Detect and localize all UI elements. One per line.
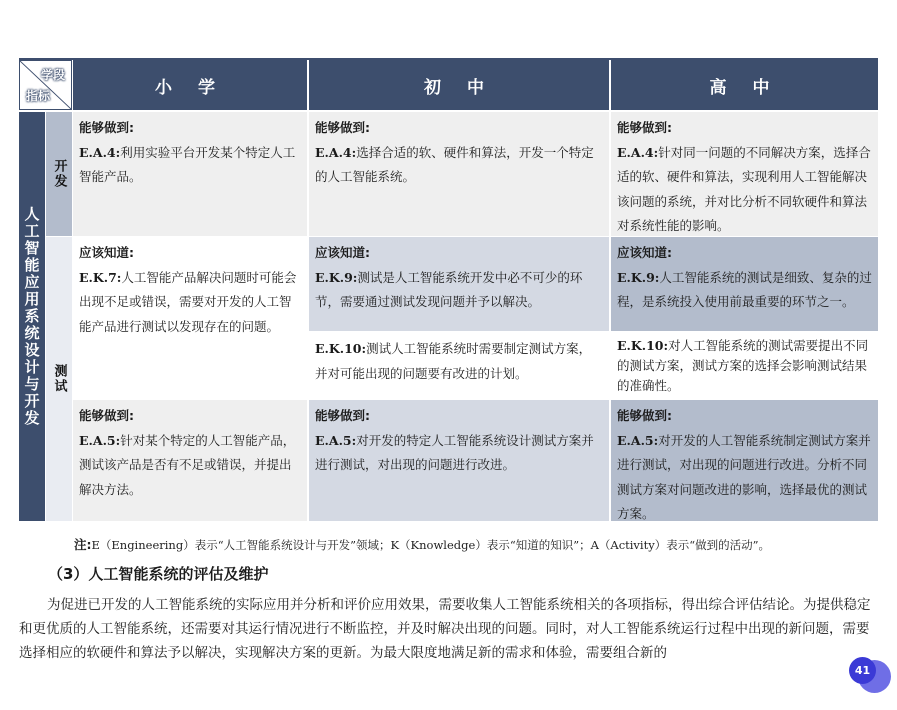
- cell-text: 选择合适的软、硬件和算法，开发一个特定的人工智能系统。: [315, 144, 594, 184]
- cell-title: 应该知道:: [617, 245, 672, 260]
- cell-text: 测试是人工智能系统开发中必不可少的环节，需要通过测试发现问题并予以解决。: [315, 269, 583, 309]
- corner-label-indicator: 指标: [26, 89, 51, 103]
- cell-title: 应该知道:: [315, 245, 370, 260]
- cell-code: E.A.5:: [315, 432, 357, 448]
- cell-code: E.K.10:: [617, 338, 669, 353]
- cell-dev-high: [611, 112, 878, 236]
- cell-do-middle: [309, 400, 609, 521]
- table-corner-cell: [19, 60, 72, 110]
- cell-text: 人工智能产品解决问题时可能会出现不足或错误，需要对开发的人工智能产品进行测试以发现存在的问题。: [79, 269, 297, 334]
- cell-code: E.K.10:: [315, 341, 367, 356]
- cell-title: 能够做到:: [79, 408, 134, 423]
- category-label: 人工智能应用系统设计与开发: [22, 206, 41, 427]
- cell-code: E.A.5:: [79, 432, 121, 448]
- header-high: 高 中: [611, 60, 878, 110]
- cell-know2-middle: [309, 333, 609, 398]
- subcategory-test-label: 测试: [51, 364, 67, 394]
- cell-title: 能够做到:: [79, 120, 134, 135]
- cell-code: E.K.9:: [315, 269, 358, 285]
- note-text: E（Engineering）表示“人工智能系统设计与开发”领域；K（Knowledge）表示“知道的知识”；A（Activity）表示“做到的活动”。: [91, 538, 770, 552]
- cell-dev-middle: [309, 112, 609, 236]
- subcategory-test-cell: [46, 237, 72, 521]
- cell-title: 能够做到:: [617, 120, 672, 135]
- cell-code: E.A.5:: [617, 432, 659, 448]
- cell-title: 应该知道:: [79, 245, 134, 260]
- subcategory-dev-cell: [46, 112, 72, 236]
- cell-dev-primary: [73, 112, 307, 236]
- page-number: 41: [849, 657, 876, 684]
- corner-label-stage: 学段: [40, 68, 65, 82]
- cell-title: 能够做到:: [315, 408, 370, 423]
- cell-know-high: [611, 237, 878, 331]
- cell-text: 测试人工智能系统时需要制定测试方案，并对可能出现的问题要有改进的计划。: [315, 341, 592, 381]
- subcategory-dev-label: 开发: [51, 159, 67, 189]
- cell-text: 利用实验平台开发某个特定人工智能产品。: [79, 144, 296, 184]
- note-label: 注:: [74, 537, 92, 552]
- cell-code: E.K.7:: [79, 269, 122, 285]
- cell-code: E.A.4:: [617, 144, 659, 160]
- cell-text: 对开发的人工智能系统制定测试方案并进行测试，对出现的问题进行改进。分析不同测试方案对问题改进的影响，选择最优的测试方案。: [617, 432, 871, 521]
- cell-do-primary: [73, 400, 307, 521]
- header-middle: 初 中: [309, 60, 609, 110]
- cell-text: 人工智能系统的测试是细致、复杂的过程，是系统投入使用前最重要的环节之一。: [617, 269, 872, 309]
- category-cell: [19, 112, 45, 521]
- header-primary: 小 学: [73, 60, 307, 110]
- cell-know2-high: [611, 333, 878, 398]
- cell-code: E.K.9:: [617, 269, 660, 285]
- cell-code: E.A.4:: [315, 144, 357, 160]
- table-note: [74, 535, 874, 555]
- cell-text: 对人工智能系统的测试需要提出不同的测试方案，测试方案的选择会影响测试结果的准确性。: [617, 338, 869, 393]
- cell-title: 能够做到:: [315, 120, 370, 135]
- cell-title: 能够做到:: [617, 408, 672, 423]
- cell-text: 针对同一问题的不同解决方案，选择合适的软、硬件和算法，实现利用人工智能解决该问题的系统，并对比分析不同软硬件和算法对系统性能的影响。: [617, 144, 871, 233]
- cell-text: 针对某个特定的人工智能产品，测试该产品是否有不足或错误，并提出解决方法。: [79, 432, 296, 497]
- cell-know-middle: [309, 237, 609, 331]
- body-paragraph: 为促进已开发的人工智能系统的实际应用并分析和评价应用效果，需要收集人工智能系统相关的各项指标，得出综合评估结论。为提供稳定和更优质的人工智能系统，还需要对其运行情况进行不断监控，并及时解决出现的问题。同时，对人工智能系统运行过程中出现的新问题，需要选择相应的软硬件和算法予以解决，实现解决方案的更新。为最大限度地满足新的需求和体验，需要组合新的: [19, 597, 871, 661]
- cell-do-high: [611, 400, 878, 521]
- cell-code: E.A.4:: [79, 144, 121, 160]
- section-title: （3）人工智能系统的评估及维护: [48, 565, 269, 583]
- cell-know-primary: [73, 237, 307, 398]
- cell-text: 对开发的特定人工智能系统设计测试方案并进行测试，对出现的问题进行改进。: [315, 432, 594, 472]
